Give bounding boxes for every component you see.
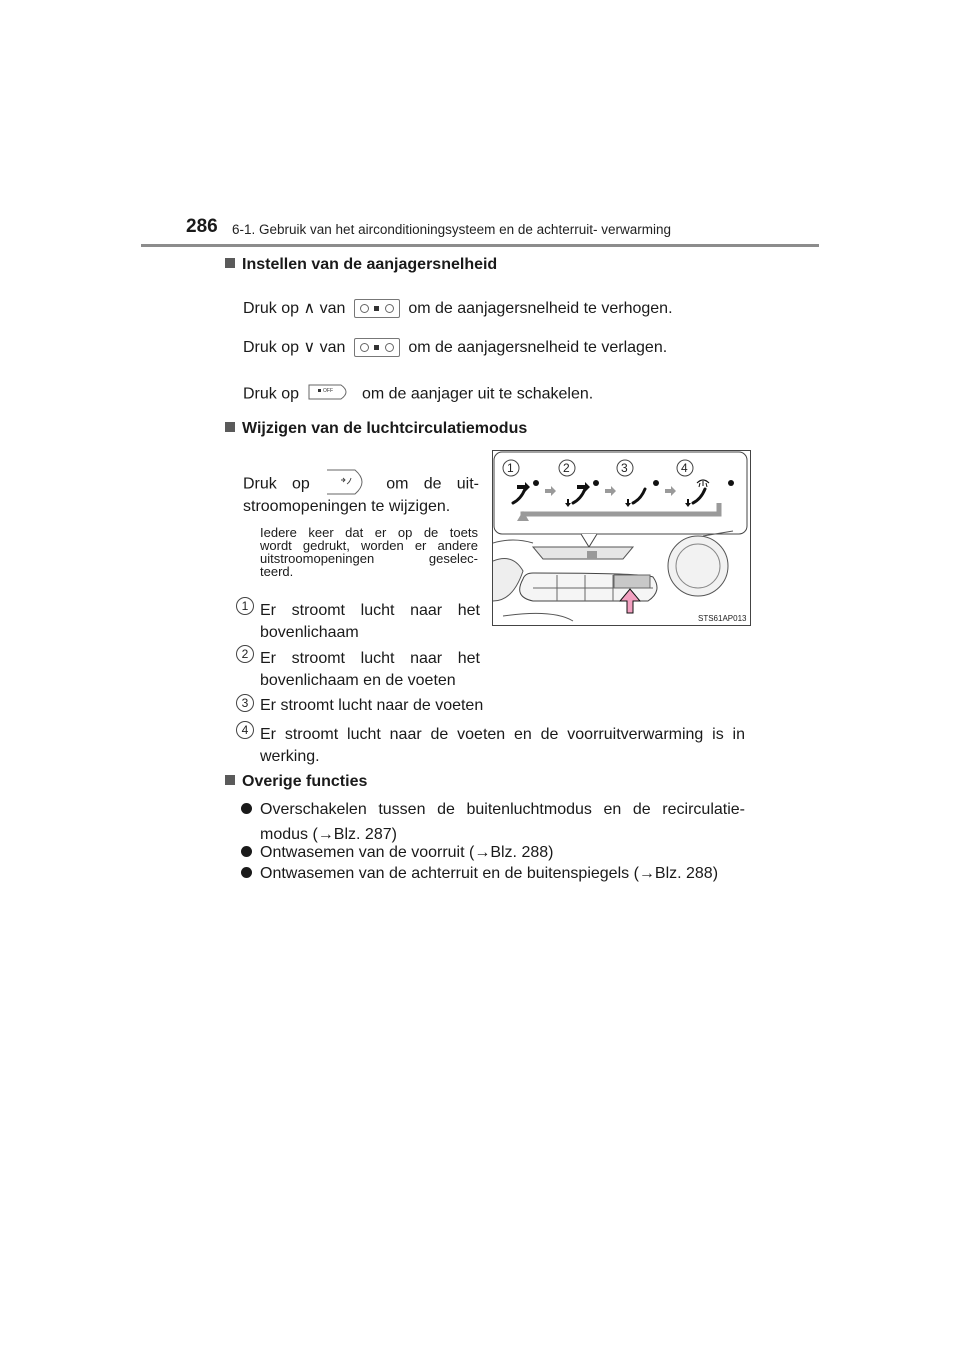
figure-number-3: 3 — [621, 461, 628, 475]
note-line: Iedere keer dat er op de toets — [260, 525, 478, 540]
fan-off-pre: Druk op — [243, 385, 300, 403]
mode-3-text: Er stroomt lucht naar de voeten — [260, 697, 484, 714]
mode-1-number: 1 — [236, 597, 254, 615]
note-line: uitstroomopeningen geselec- — [260, 551, 478, 566]
fan-speed-button-icon — [354, 338, 400, 357]
section-other-title: Overige functies — [242, 773, 368, 790]
section-airflow-title: Wijzigen van de luchtcirculatiemodus — [242, 420, 528, 437]
fan-up-line — [243, 298, 673, 318]
fan-down-post: om de aanjagersnelheid te verlagen. — [408, 339, 668, 356]
mode-1-text — [260, 600, 480, 644]
other-item-line: Overschakelen tussen de buitenluchtmodus en de recirculatie- — [260, 801, 745, 818]
mode-4-text — [260, 724, 745, 768]
airflow-press-post: om de uit- — [386, 475, 479, 493]
section-fan-heading — [225, 256, 497, 274]
fan-off-line — [243, 382, 593, 407]
figure-number-2: 2 — [563, 461, 570, 475]
off-label: OFF — [323, 388, 334, 394]
fan-off-button-icon — [307, 382, 353, 407]
fan-up-pre: Druk op ∧ van — [243, 300, 346, 317]
square-bullet-icon — [225, 775, 235, 785]
other-item-line: Ontwasemen van de voorruit (→Blz. 288) — [260, 844, 554, 861]
other-item-3 — [241, 861, 718, 886]
other-item-line: modus (→Blz. 287) — [260, 826, 397, 843]
fan-off-post: om de aanjager uit te schakelen. — [361, 385, 594, 403]
airflow-press-cont: stroomopeningen te wijzigen. — [243, 498, 451, 515]
bullet-dot-icon — [241, 803, 252, 814]
bullet-dot-icon — [241, 846, 252, 857]
mode-1-line: Er stroomt lucht naar het — [260, 602, 480, 619]
note-line: teerd. — [260, 564, 294, 579]
figure-code: STS61AP013 — [698, 614, 747, 623]
fan-up-post: om de aanjagersnelheid te verhogen. — [408, 300, 673, 317]
mode-2-line: bovenlichaam en de voeten — [260, 672, 456, 689]
airflow-press-pre: Druk op — [243, 475, 310, 493]
section-other-heading — [225, 773, 367, 791]
airflow-illustration — [493, 451, 750, 625]
square-bullet-icon — [225, 258, 235, 268]
fan-down-pre: Druk op ∨ van — [243, 339, 346, 356]
fan-speed-button-icon — [354, 299, 400, 318]
note-line: wordt gedrukt, worden er andere — [260, 538, 478, 553]
section-airflow-heading — [225, 420, 527, 438]
other-item-line: Ontwasemen van de achterruit en de buitenspiegels (→Blz. 288) — [260, 865, 719, 882]
mode-4-line: Er stroomt lucht naar de voeten en de voorruitverwarming is in — [260, 726, 745, 743]
section-fan-title: Instellen van de aanjagersnelheid — [242, 256, 498, 273]
airflow-note — [260, 526, 478, 578]
figure-number-4: 4 — [681, 461, 688, 475]
mode-4-line: werking. — [260, 748, 320, 765]
page-number: 286 — [186, 216, 218, 237]
airflow-figure — [492, 450, 751, 626]
fan-down-line — [243, 337, 667, 357]
chapter-title: 6-1. Gebruik van het airconditioningsysteem en de achterruit- verwarming — [232, 222, 671, 237]
mode-2-text — [260, 648, 480, 692]
mode-2-line: Er stroomt lucht naar het — [260, 650, 480, 667]
mode-4-number: 4 — [236, 721, 254, 739]
bullet-dot-icon — [241, 867, 252, 878]
square-bullet-icon — [225, 422, 235, 432]
mode-2-number: 2 — [236, 645, 254, 663]
mode-3-number: 3 — [236, 694, 254, 712]
mode-1-line: bovenlichaam — [260, 624, 359, 641]
header-rule — [141, 244, 819, 247]
figure-number-1: 1 — [507, 461, 514, 475]
